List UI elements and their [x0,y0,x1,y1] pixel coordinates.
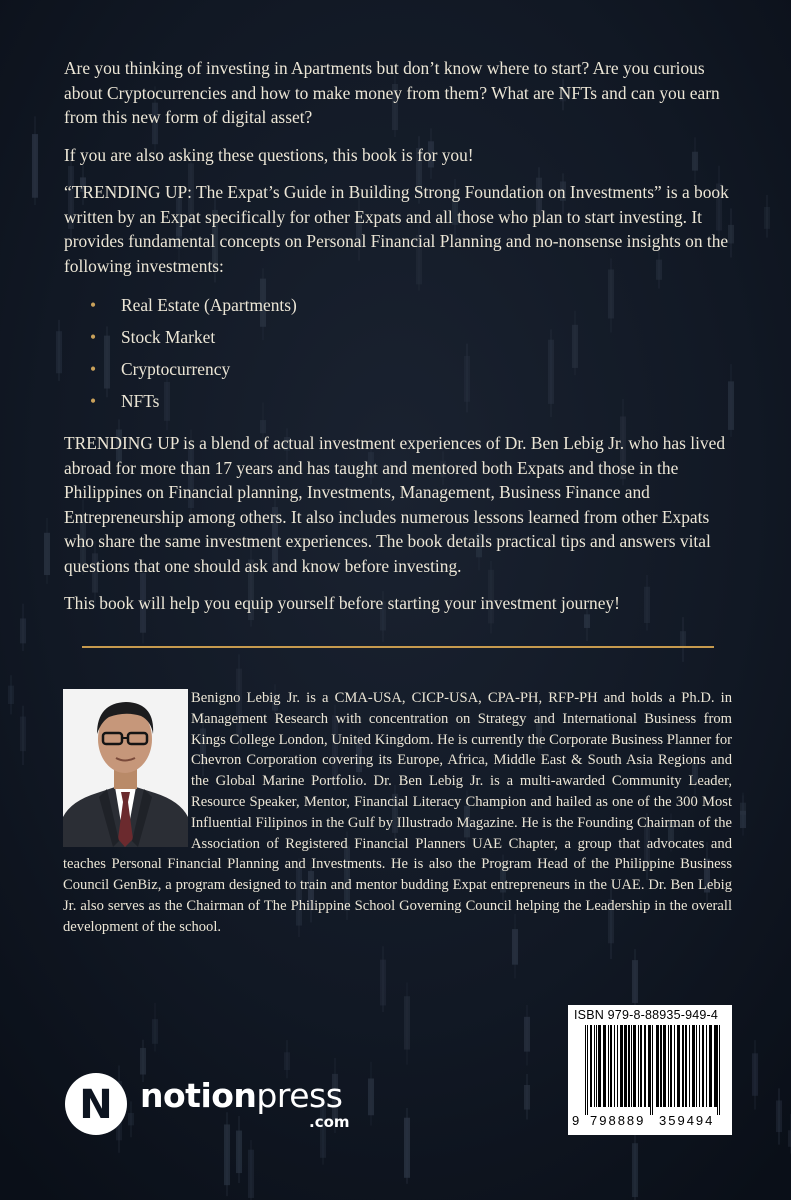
list-item [64,323,736,355]
barcode-icon [571,1025,729,1115]
publisher-name-regular: press [256,1076,343,1115]
blurb-summary: TRENDING UP is a blend of actual investment experiences of Dr. Ben Lebig Jr. who has lived abroad for more than 17 years and has taught and mentored both Expats and those in the Philippines on Financial planning, Investments, Management, Business Finance and Entrepreneurship among others. It also includes numerous lessons learned from other Expats who share the same investment experiences. The book details practical tips and answers vital questions that one should ask and know before investing. [64,433,726,576]
barcode-digit-group-2: 359494 [659,1113,715,1128]
list-item [64,355,736,387]
list-item [64,387,736,419]
author-bio [63,688,732,938]
publisher-name [140,1078,342,1114]
barcode-guard-bar [585,1025,586,1115]
barcode-bar [628,1025,630,1107]
barcode-bar [596,1025,597,1107]
barcode-guard-bar [650,1025,651,1115]
investment-label: Stock Market [121,327,216,347]
barcode-guard-bar [717,1025,718,1115]
barcode-bar [640,1025,642,1107]
blurb-description: “TRENDING UP: The Expat’s Guide in Building Strong Foundation on Investments” is a book written by an Expat specifically for other Expats and all those who plan to start investing. It provides fundamental concepts on Personal Financial Planning and no-nonsense insights on the following investments: [64,182,729,276]
barcode-bar [598,1025,601,1107]
bullet-icon: • [90,359,97,379]
barcode-bar [656,1025,659,1107]
bullet-icon: • [90,327,97,347]
barcode-bar [702,1025,704,1107]
isbn-barcode [568,1005,732,1135]
investment-list [64,291,736,419]
barcode-guard-bar [719,1025,720,1115]
notionpress-logo-icon [64,1072,128,1136]
logo-letter: N [79,1082,113,1128]
barcode-bar [638,1025,639,1107]
barcode-digit-group-1: 798889 [590,1113,646,1128]
barcode-bar [674,1025,675,1107]
bullet-icon: • [90,391,97,411]
barcode-bar [631,1025,632,1107]
publisher-logo [64,1072,384,1136]
barcode-bar [603,1025,606,1107]
barcode-bar [706,1025,707,1107]
bullet-icon: • [90,295,97,315]
barcode-bar [660,1025,662,1107]
photo-spacer [63,688,191,854]
publisher-name-bold: notion [140,1076,257,1115]
barcode-bar [677,1025,680,1107]
list-item [64,291,736,323]
barcode-bar [714,1025,717,1107]
barcode-bar [689,1025,690,1107]
barcode-guard-bar [587,1025,588,1115]
gold-divider [82,646,714,648]
book-blurb [64,56,736,629]
barcode-bar [608,1025,609,1107]
barcode-bar [663,1025,666,1107]
barcode-bar [670,1025,672,1107]
barcode-bar [617,1025,618,1107]
barcode-guard-bar [652,1025,653,1115]
investment-label: Cryptocurrency [121,359,231,379]
barcode-first-digit: 9 [572,1113,580,1128]
barcode-bar [709,1025,712,1107]
barcode-bar [620,1025,623,1107]
barcode-bar [696,1025,697,1107]
barcode-bar [692,1025,695,1107]
blurb-intro: Are you thinking of investing in Apartments but don’t know where to start? Are you curious about Cryptocurrencies and how to make money from them? What are NFTs and can you earn from this new form of digital asset? [64,58,720,127]
barcode-bar [668,1025,669,1107]
barcode-bar [614,1025,615,1107]
barcode-bar [610,1025,612,1107]
barcode-bar [594,1025,595,1107]
blurb-closing: This book will help you equip yourself before starting your investment journey! [64,593,620,613]
publisher-domain: .com [309,1113,350,1131]
barcode-bar [590,1025,592,1107]
barcode-bar [699,1025,700,1107]
author-bio-text: Benigno Lebig Jr. is a CMA-USA, CICP-USA, CPA-PH, RFP-PH and holds a Ph.D. in Management Research with concentration on Strategy and International Business from Kings College London, United Kingdom. He is currently the Corporate Business Planner for Chevron Corporation covering its Europe, Africa, Middle East & South Asia Regions and the Global Marine Portfolio. Dr. Ben Lebig Jr. is a multi-awarded Community Leader, Resource Speaker, Mentor, Financial Literacy Champion and hailed as one of the 300 Most Influential Filipinos in the Gulf by Illustrado Magazine. He is the Founding Chairman of the Association of Registered Financial Planners UAE Chapter, a group that advocates and teaches Personal Financial Planning and Investments. He is also the Program Head of the Philippine Business Council GenBiz, a program designed to train and mentor budding Expat entrepreneurs in the UAE. Dr. Ben Lebig Jr. also serves as the Chairman of The Philippine School Governing Council helping the Leadership in the overall development of the school. [63,690,732,935]
isbn-label: ISBN 979-8-88935-949-4 [574,1008,719,1022]
investment-label: Real Estate (Apartments) [121,295,297,315]
blurb-audience: If you are also asking these questions, this book is for you! [64,144,474,165]
barcode-bar [682,1025,684,1107]
barcode-bar [685,1025,687,1107]
barcode-bar [633,1025,636,1107]
investment-label: NFTs [121,391,160,411]
barcode-bar [624,1025,627,1107]
barcode-bar [644,1025,646,1107]
